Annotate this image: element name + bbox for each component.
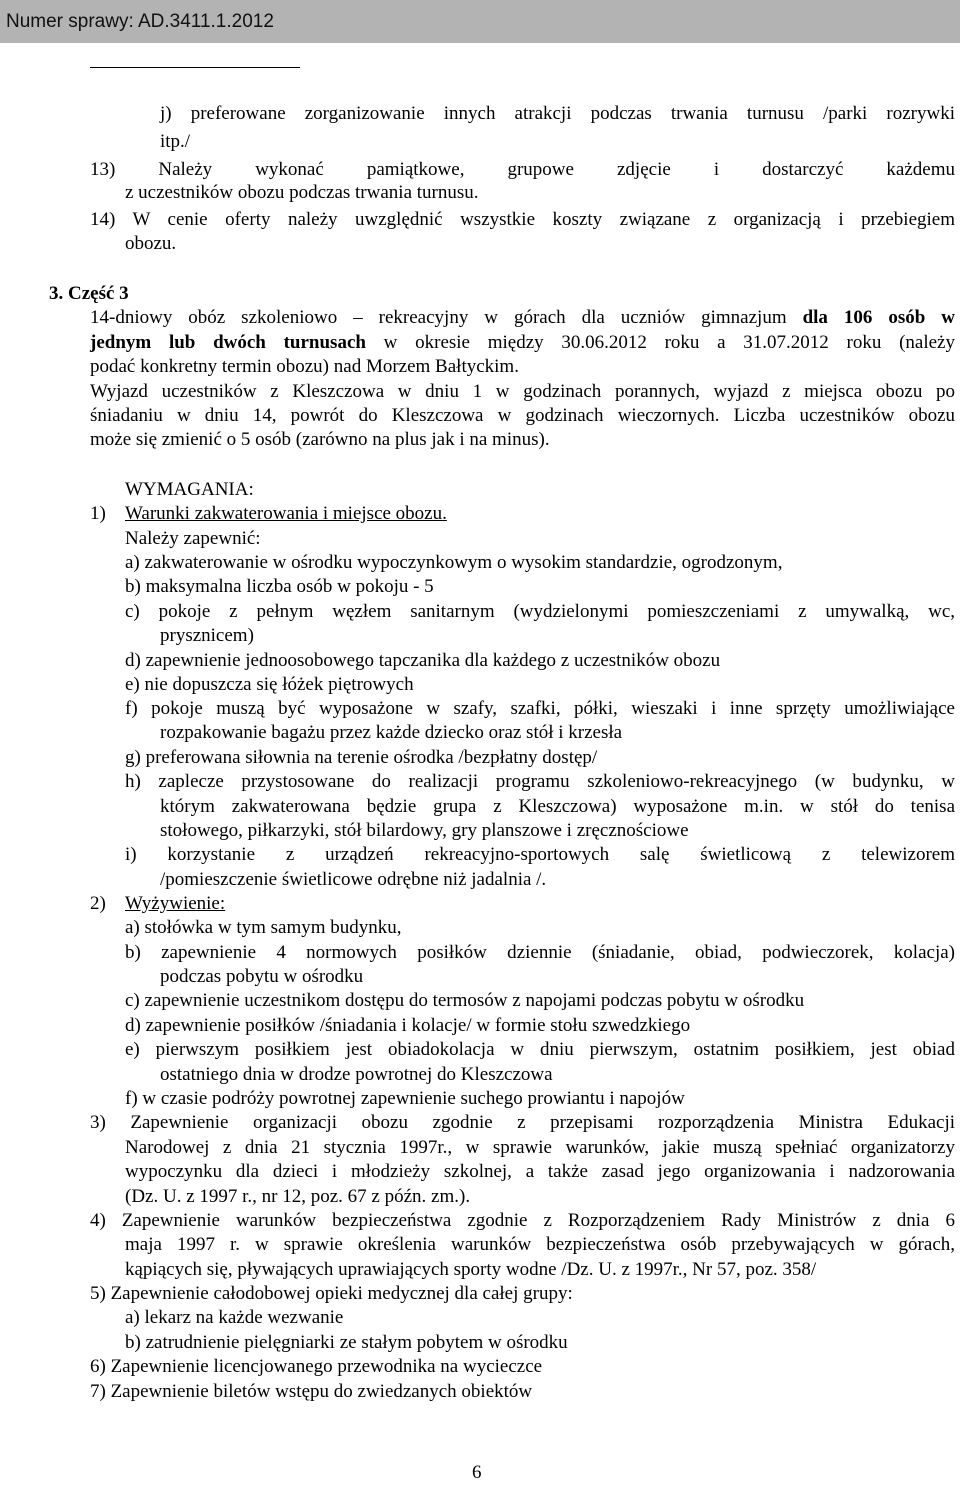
section-7: 7) Zapewnienie biletów wstępu do zwiedzanych obiektów: [90, 1381, 533, 1402]
list-item-13-cont: z uczestników obozu podczas trwania turnusu.: [125, 182, 479, 203]
section-4-cont: maja 1997 r. w sprawie określenia warunków bezpieczeństwa osób przebywających w górach,: [125, 1234, 955, 1255]
list-item: b) maksymalna liczba osób w pokoju - 5: [125, 576, 434, 597]
part-paragraph-line: śniadaniu w dniu 14, powrót do Kleszczowa w godzinach wieczornych. Liczba uczestników obozu: [90, 405, 955, 426]
list-item-cont: którym zakwaterowana będzie grupa z Kleszczowa) wyposażone m.in. w stół do tenisa: [160, 796, 955, 817]
list-item-cont: podczas pobytu w ośrodku: [160, 966, 364, 987]
list-item: a) stołówka w tym samym budynku,: [125, 917, 402, 938]
part-paragraph-line: jednym lub dwóch turnusach w okresie między 30.06.2012 roku a 31.07.2012 roku (należy: [90, 332, 955, 353]
list-item: d) zapewnienie jednoosobowego tapczanika dla każdego z uczestników obozu: [125, 650, 721, 671]
section-3-cont: (Dz. U. z 1997 r., nr 12, poz. 67 z późn. zm.).: [125, 1186, 471, 1207]
list-item-13: 13) Należy wykonać pamiątkowe, grupowe zdjęcie i dostarczyć każdemu: [90, 159, 955, 180]
list-item: h) zaplecze przystosowane do realizacji programu szkoleniowo-rekreacyjnego (w budynku, w: [125, 771, 955, 792]
list-item: e) nie dopuszcza się łóżek piętrowych: [125, 674, 414, 695]
section-1-number: 1): [90, 503, 106, 524]
section-1-subtitle: Należy zapewnić:: [125, 528, 261, 549]
list-item-cont: ostatniego dnia w drodze powrotnej do Kleszczowa: [160, 1064, 553, 1085]
section-1-title: Warunki zakwaterowania i miejsce obozu.: [125, 503, 447, 524]
list-item-cont: stołowego, piłkarzyki, stół bilardowy, gry planszowe i zręcznościowe: [160, 820, 689, 841]
part-paragraph-line: Wyjazd uczestników z Kleszczowa w dniu 1 w godzinach porannych, wyjazd z miejsca obozu po: [90, 381, 955, 402]
list-item: f) pokoje muszą być wyposażone w szafy, szafki, półki, wieszaki i inne sprzęty umożliwiające: [125, 698, 955, 719]
list-item-14: 14) W cenie oferty należy uwzględnić wszystkie koszty związane z organizacją i przebiegiem: [90, 209, 955, 230]
part-heading: 3. Część 3: [49, 283, 129, 304]
section-2-number: 2): [90, 893, 106, 914]
section-3: 3) Zapewnienie organizacji obozu zgodnie z przepisami rozporządzenia Ministra Edukacji: [90, 1112, 955, 1133]
part-paragraph-line: może się zmienić o 5 osób (zarówno na plus jak i na minus).: [90, 429, 550, 450]
list-item: e) pierwszym posiłkiem jest obiadokolacja w dniu pierwszym, ostatnim posiłkiem, jest obiad: [125, 1039, 955, 1060]
document-header: [0, 0, 960, 43]
list-item-cont: rozpakowanie bagażu przez każde dziecko oraz stół i krzesła: [160, 722, 623, 743]
list-item-cont: prysznicem): [160, 625, 254, 646]
list-item-cont: /pomieszczenie świetlicowe odrębne niż jadalnia /.: [160, 869, 547, 890]
list-item: a) lekarz na każde wezwanie: [125, 1307, 344, 1328]
section-6: 6) Zapewnienie licencjowanego przewodnika na wycieczce: [90, 1356, 543, 1377]
list-item: b) zapewnienie 4 normowych posiłków dziennie (śniadanie, obiad, podwieczorek, kolacja): [125, 942, 955, 963]
section-3-cont: wypoczynku dla dzieci i młodzieży szkolnej, a także zasad jego organizowania i nadzorowania: [125, 1161, 955, 1182]
footnote-separator: [90, 67, 300, 68]
part-paragraph-line: 14-dniowy obóz szkoleniowo – rekreacyjny w górach dla uczniów gimnazjum dla 106 osób w: [90, 307, 955, 328]
section-4-cont: kąpiących się, pływających uprawiających sporty wodne /Dz. U. z 1997r., Nr 57, poz. 358/: [125, 1259, 817, 1280]
list-item: g) preferowana siłownia na terenie ośrodka /bezpłatny dostęp/: [125, 747, 598, 768]
section-2-title: Wyżywienie:: [125, 893, 226, 914]
part-paragraph-line: podać konkretny termin obozu) nad Morzem Bałtyckim.: [90, 356, 519, 377]
list-item: f) w czasie podróży powrotnej zapewnienie suchego prowiantu i napojów: [125, 1088, 685, 1109]
list-item: c) pokoje z pełnym węzłem sanitarnym (wydzielonymi pomieszczeniami z umywalką, wc,: [125, 601, 955, 622]
case-number: Numer sprawy: AD.3411.1.2012: [6, 11, 274, 32]
list-item: a) zakwaterowanie w ośrodku wypoczynkowym o wysokim standardzie, ogrodzonym,: [125, 552, 783, 573]
page-number: 6: [472, 1462, 482, 1483]
section-5: 5) Zapewnienie całodobowej opieki medycznej dla całej grupy:: [90, 1283, 573, 1304]
list-item: c) zapewnienie uczestnikom dostępu do termosów z napojami podczas pobytu w ośrodku: [125, 990, 805, 1011]
section-3-cont: Narodowej z dnia 21 stycznia 1997r., w sprawie warunków, jakie muszą spełniać organizatorzy: [125, 1137, 955, 1158]
list-item-j-cont: itp./: [160, 131, 191, 152]
list-item-j: j) preferowane zorganizowanie innych atrakcji podczas trwania turnusu /parki rozrywki: [160, 103, 955, 124]
section-4: 4) Zapewnienie warunków bezpieczeństwa zgodnie z Rozporządzeniem Rady Ministrów z dnia 6: [90, 1210, 955, 1231]
list-item: d) zapewnienie posiłków /śniadania i kolacje/ w formie stołu szwedzkiego: [125, 1015, 691, 1036]
list-item-14-cont: obozu.: [125, 233, 177, 254]
requirements-title: WYMAGANIA:: [125, 479, 254, 500]
list-item: i) korzystanie z urządzeń rekreacyjno-sportowych salę świetlicową z telewizorem: [125, 844, 955, 865]
list-item: b) zatrudnienie pielęgniarki ze stałym pobytem w ośrodku: [125, 1332, 568, 1353]
